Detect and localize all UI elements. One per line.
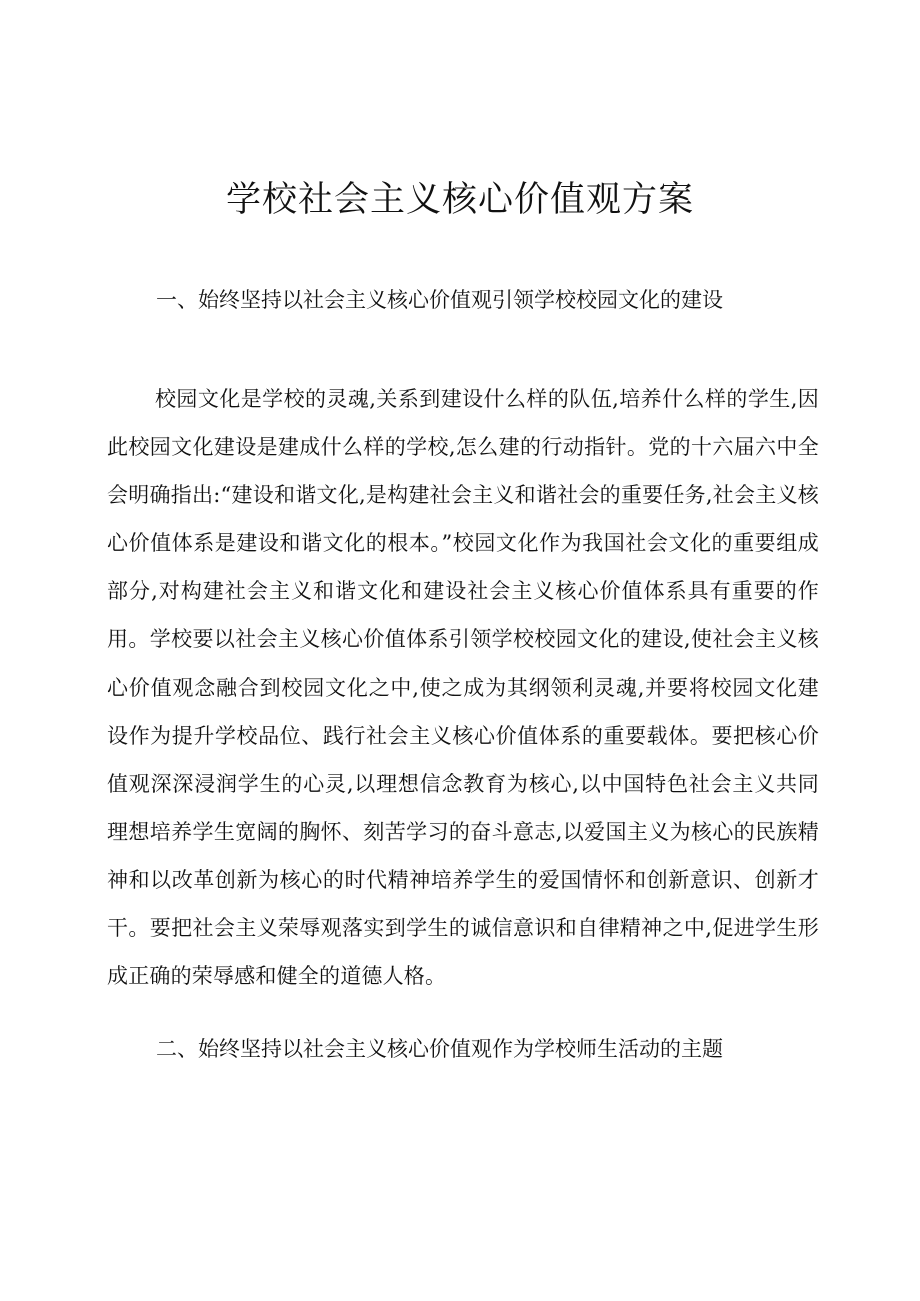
section-1-heading: 一、始终坚持以社会主义核心价值观引领学校校园文化的建设	[156, 288, 723, 312]
section-2-heading: 二、始终坚持以社会主义核心价值观作为学校师生活动的主题	[156, 1037, 723, 1061]
document-title: 学校社会主义核心价值观方案	[225, 180, 694, 220]
section-1-body: 校园文化是学校的灵魂,关系到建设什么样的队伍,培养什么样的学生,因此校园文化建设是建成什么样的学校,怎么建的行动指针。党的十六届六中全会明确指出:“建设和谐文化,是构建社会主义和谐社会的重要任务,社会主义核心价值体系是建设和谐文化的根本。”校园文化作为我国社会文化的重要组成部分,对构建社会主义和谐文化和建设社会主义核心价值体系具有重要的作用。学校要以社会主义核心价值体系引领学校校园文化的建设,使社会主义核心价值观念融合到校园文化之中,使之成为其纲领利灵魂,并要将校园文化建设作为提升学校品位、践行社会主义核心价值体系的重要载体。要把核心价值观深深浸润学生的心灵,以理想信念教育为核心,以中国特色社会主义共同理想培养学生宽阔的胸怀、刻苦学习的奋斗意志,以爱国主义为核心的民族精神和以改革创新为核心的时代精神培养学生的爱国情怀和创新意识、创新才干。要把社会主义荣辱观落实到学生的诚信意识和自律精神之中,促进学生形成正确的荣辱感和健全的道德人格。	[107, 387, 819, 989]
